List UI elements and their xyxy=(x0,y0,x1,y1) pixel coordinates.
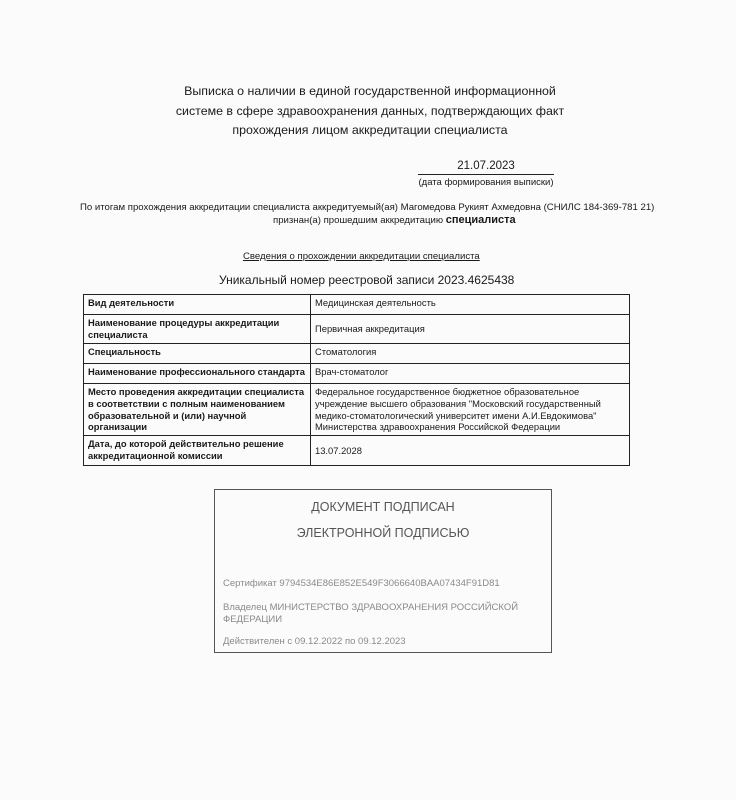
table-row xyxy=(84,344,630,364)
table-row xyxy=(84,364,630,384)
accreditation-statement xyxy=(80,201,670,227)
table-row xyxy=(84,295,630,315)
issue-date: 21.07.2023 xyxy=(418,160,554,175)
signature-validity: Действителен с 09.12.2022 по 09.12.2023 xyxy=(223,636,406,647)
statement-line-2 xyxy=(273,214,670,227)
row-label: Место проведения аккредитации специалиста в соответствии с полным наименованием образовательной и (или) научной организации xyxy=(84,384,311,436)
row-label: Наименование процедуры аккредитации специалиста xyxy=(84,315,311,344)
row-label: Специальность xyxy=(84,344,311,364)
signature-owner: Владелец МИНИСТЕРСТВО ЗДРАВООХРАНЕНИЯ РОССИЙСКОЙ ФЕДЕРАЦИИ xyxy=(223,602,519,625)
title-line-2: системе в сфере здравоохранения данных, подтверждающих факт xyxy=(175,103,565,118)
row-label: Наименование профессионального стандарта xyxy=(84,364,311,384)
signature-certificate: Сертификат 9794534E86E852E549F3066640BAA07434F91D81 xyxy=(223,578,500,589)
issue-date-block xyxy=(418,160,554,189)
row-label: Вид деятельности xyxy=(84,295,311,315)
signature-title-2: ЭЛЕКТРОННОЙ ПОДПИСЬЮ xyxy=(296,526,470,540)
row-value: Стоматология xyxy=(311,344,630,364)
title-line-3: прохождения лицом аккредитации специалиста xyxy=(232,123,508,137)
title-line-1: Выписка о наличии в единой государственной информационной xyxy=(184,84,556,98)
section-header: Сведения о прохождении аккредитации специалиста xyxy=(243,251,480,262)
table-row xyxy=(84,384,630,436)
issue-date-caption: (дата формирования выписки) xyxy=(418,177,554,188)
table-row xyxy=(84,436,630,466)
document-title xyxy=(140,82,600,141)
statement-line-2-bold: специалиста xyxy=(445,214,516,226)
row-value: Первичная аккредитация xyxy=(311,315,630,344)
signature-title-1: ДОКУМЕНТ ПОДПИСАН xyxy=(311,500,455,514)
accreditation-table xyxy=(83,294,630,466)
row-value: 13.07.2028 xyxy=(311,436,630,466)
row-label: Дата, до которой действительно решение аккредитационной комиссии xyxy=(84,436,311,466)
statement-line-2-text: признан(а) прошедшим аккредитацию xyxy=(273,215,444,226)
row-value: Федеральное государственное бюджетное образовательное учреждение высшего образования "Московский государственный медико-стоматологический университет имени А.И.Евдокимова" Министерства здравоохранения Российской Федерации xyxy=(311,384,630,436)
electronic-signature-stamp xyxy=(214,489,552,653)
row-value: Медицинская деятельность xyxy=(311,295,630,315)
unique-record-number: Уникальный номер реестровой записи 2023.4625438 xyxy=(219,273,515,287)
row-value: Врач-стоматолог xyxy=(311,364,630,384)
table-row xyxy=(84,315,630,344)
statement-line-1: По итогам прохождения аккредитации специалиста аккредитуемый(ая) Магомедова Рукият Ахмедовна (СНИЛС 184-369-781 21) xyxy=(80,202,655,213)
